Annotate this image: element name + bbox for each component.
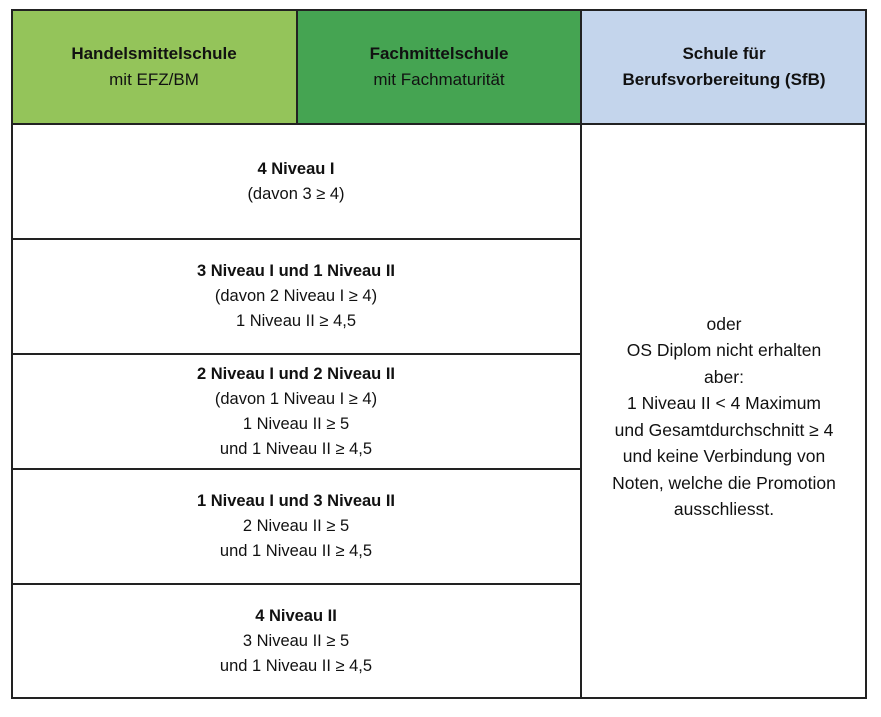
row-2-line-1: (davon 2 Niveau I ≥ 4)	[214, 287, 378, 305]
header-divider-1	[296, 9, 298, 124]
header-col3-title-line2: Berufsvorbereitung (SfB)	[622, 69, 826, 89]
sfb-line-2: OS Diplom nicht erhalten	[626, 340, 822, 360]
sfb-line-1: oder	[706, 313, 742, 334]
criteria-row	[11, 124, 581, 239]
border-top	[11, 9, 867, 11]
header-sfb	[581, 9, 867, 124]
sfb-line-5: und Gesamtdurchschnitt ≥ 4	[614, 419, 834, 440]
sfb-line-3: aber:	[704, 366, 744, 387]
row-2-title: 3 Niveau I und 1 Niveau II	[196, 262, 396, 280]
header-col1-title: Handelsmittelschule	[71, 43, 237, 63]
row-5-line-1: 3 Niveau II ≥ 5	[242, 632, 350, 650]
header-col2-title: Fachmittelschule	[369, 43, 509, 63]
promotion-criteria-table	[11, 9, 867, 699]
criteria-row	[11, 469, 581, 584]
border-right	[865, 9, 867, 699]
criteria-row	[11, 584, 581, 699]
row-2-line-2: 1 Niveau II ≥ 4,5	[235, 312, 357, 330]
header-col1-subtitle: mit EFZ/BM	[109, 69, 199, 89]
row-5-title: 4 Niveau II	[255, 607, 337, 625]
row-3-line-3: und 1 Niveau II ≥ 4,5	[219, 439, 373, 458]
criteria-row	[11, 239, 581, 354]
sfb-line-6: und keine Verbindung von	[622, 446, 826, 466]
sfb-line-4: 1 Niveau II < 4 Maximum	[626, 393, 822, 413]
row-3-line-2: 1 Niveau II ≥ 5	[242, 414, 350, 433]
row-1-title: 4 Niveau I	[257, 159, 335, 178]
row-divider	[11, 468, 581, 470]
row-1-line-1: (davon 3 ≥ 4)	[247, 184, 345, 203]
header-col2-subtitle: mit Fachmaturität	[373, 69, 505, 89]
row-4-line-1: 2 Niveau II ≥ 5	[242, 517, 350, 535]
criteria-row	[11, 354, 581, 469]
row-4-line-2: und 1 Niveau II ≥ 4,5	[219, 542, 373, 560]
header-fachmittelschule	[297, 9, 581, 124]
sfb-line-8: ausschliesst.	[673, 499, 775, 519]
header-bottom-border	[11, 123, 867, 125]
sfb-line-7: Noten, welche die Promotion	[612, 472, 836, 493]
row-5-line-2: und 1 Niveau II ≥ 4,5	[219, 657, 373, 675]
row-3-title: 2 Niveau I und 2 Niveau II	[196, 364, 396, 383]
row-divider	[11, 238, 581, 240]
row-4-title: 1 Niveau I und 3 Niveau II	[196, 492, 396, 510]
row-divider	[11, 353, 581, 355]
row-3-line-1: (davon 1 Niveau I ≥ 4)	[214, 389, 378, 408]
border-bottom	[11, 697, 867, 699]
header-handelsmittelschule	[11, 9, 297, 124]
sfb-criteria-cell	[581, 124, 867, 699]
row-divider	[11, 583, 581, 585]
header-col3-title-line1: Schule für	[682, 43, 766, 63]
